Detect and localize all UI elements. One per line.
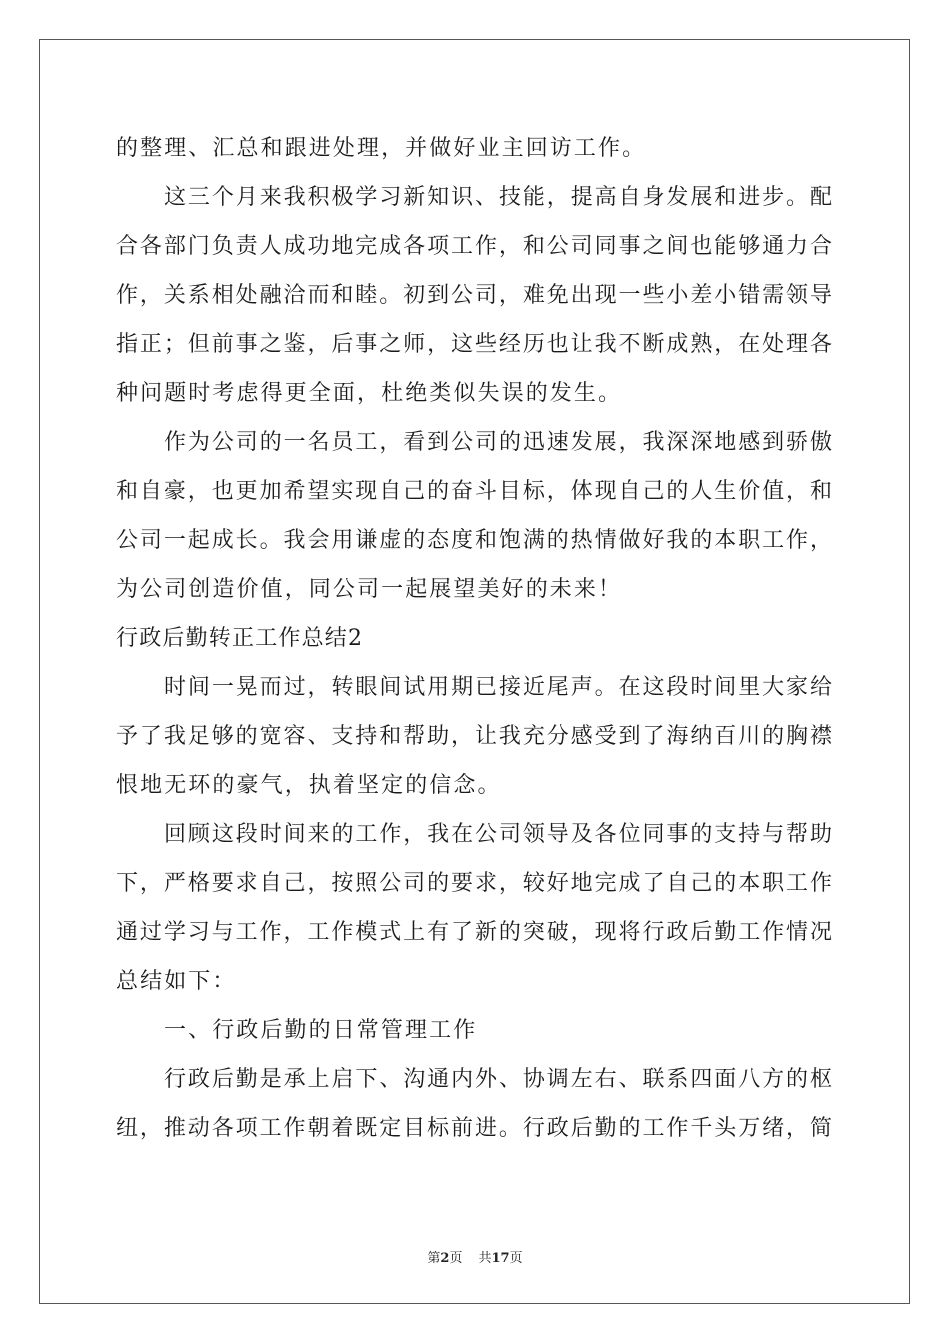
- page-number-label: 第2页: [427, 1251, 463, 1266]
- section-heading: 行政后勤转正工作总结2: [116, 626, 364, 651]
- text-line: 为公司创造价值，同公司一起展望美好的未来！: [116, 577, 623, 602]
- text-line: 的整理、汇总和跟进处理，并做好业主回访工作。: [116, 136, 647, 161]
- text-line: 和自豪，也更加希望实现自己的奋斗目标，体现自己的人生价值，和: [116, 479, 832, 504]
- text-line: 时间一晃而过，转眼间试用期已接近尾声。在这段时间里大家给: [164, 675, 832, 700]
- text-line: 作，关系相处融洽而和睦。初到公司，难免出现一些小差小错需领导: [116, 283, 832, 308]
- text-line: 指正；但前事之鉴，后事之师，这些经历也让我不断成熟，在处理各: [116, 332, 832, 357]
- text-line: 行政后勤是承上启下、沟通内外、协调左右、联系四面八方的枢: [164, 1067, 832, 1092]
- text-line: 通过学习与工作，工作模式上有了新的突破，现将行政后勤工作情况: [116, 920, 832, 945]
- text-line: 这三个月来我积极学习新知识、技能，提高自身发展和进步。配: [164, 185, 832, 210]
- text-line: 总结如下：: [116, 969, 237, 994]
- text-line: 回顾这段时间来的工作，我在公司领导及各位同事的支持与帮助: [164, 822, 832, 847]
- text-line: 公司一起成长。我会用谦虚的态度和饱满的热情做好我的本职工作，: [116, 528, 832, 553]
- text-line: 予了我足够的宽容、支持和帮助，让我充分感受到了海纳百川的胸襟: [116, 724, 832, 749]
- document-body: [116, 124, 832, 1153]
- text-line: 下，严格要求自己，按照公司的要求，较好地完成了自己的本职工作: [116, 871, 832, 896]
- text-line: 一、行政后勤的日常管理工作: [164, 1018, 478, 1043]
- page-footer: [0, 1247, 950, 1266]
- text-line: 纽，推动各项工作朝着既定目标前进。行政后勤的工作千头万绪，简: [116, 1116, 832, 1141]
- text-line: 作为公司的一名员工，看到公司的迅速发展，我深深地感到骄傲: [164, 430, 832, 455]
- text-line: 种问题时考虑得更全面，杜绝类似失误的发生。: [116, 381, 623, 406]
- text-line: 合各部门负责人成功地完成各项工作，和公司同事之间也能够通力合: [116, 234, 832, 259]
- total-pages-label: 共17页: [478, 1251, 523, 1266]
- text-line: 恨地无环的豪气，执着坚定的信念。: [116, 773, 502, 798]
